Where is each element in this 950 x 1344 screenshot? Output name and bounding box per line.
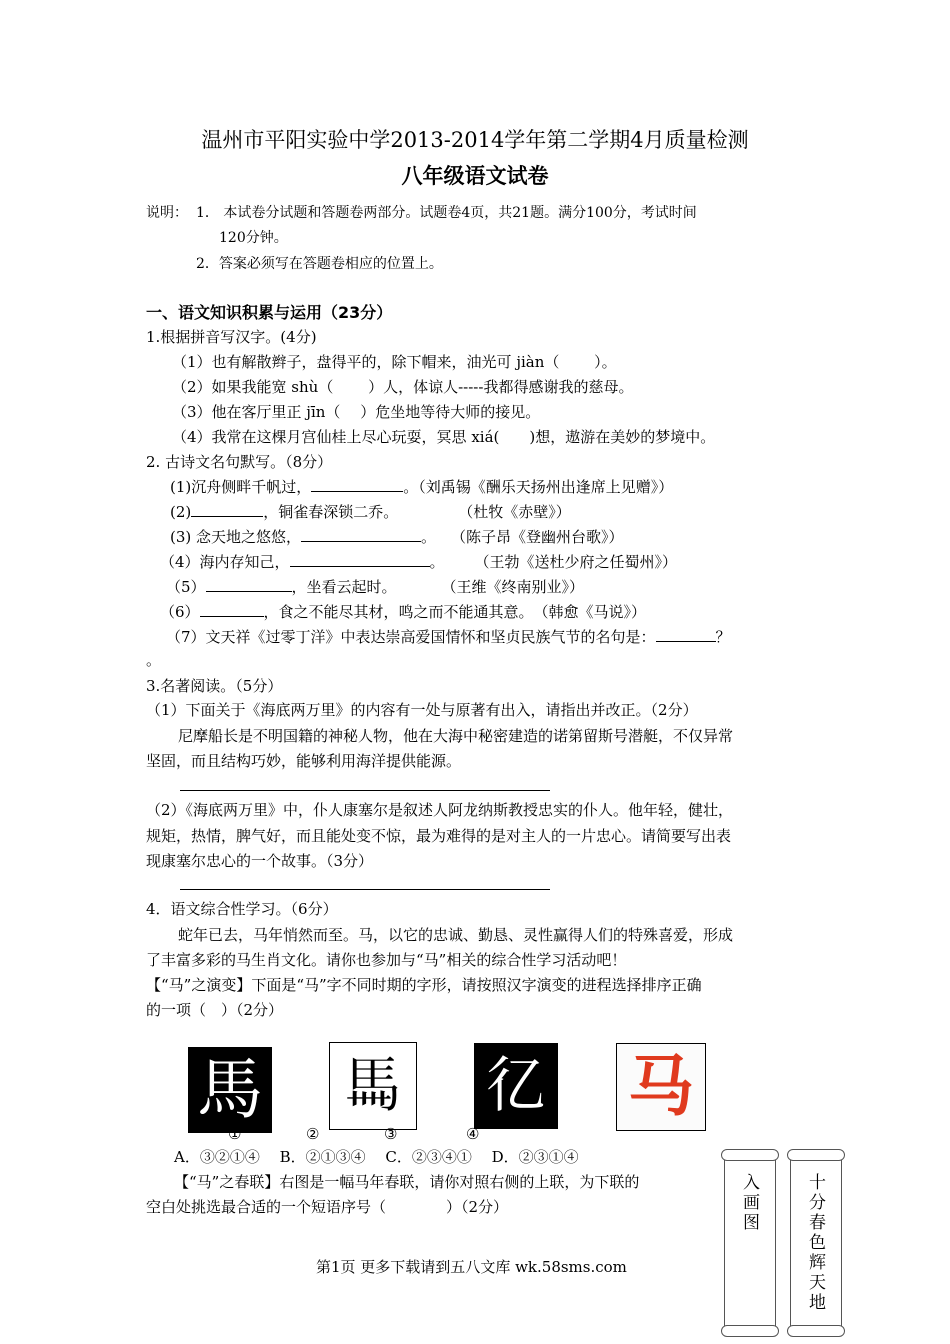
question-2-item-2: (2) ，铜雀春深锁二乔。 （杜牧《赤壁》） (170, 503, 571, 521)
question-2-item-6: （6） ，食之不能尽其材，鸣之而不能通其意。 （韩愈《马说》） (160, 603, 647, 621)
question-4-intro-line-2: 了丰富多彩的马生肖文化。请你也参加与“马”相关的综合性学习活动吧！ (146, 951, 627, 969)
question-4-stem: 4．语文综合性学习。（6分） (146, 900, 338, 918)
question-3-stem: 3.名著阅读。（5分） (146, 677, 283, 695)
question-1-stem: 1.根据拼音写汉字。(4分) (146, 328, 317, 346)
answer-blank[interactable] (311, 477, 403, 492)
instruction-item-1-cont: 120分钟。 (219, 230, 288, 246)
question-2-item-5: （5） ，坐看云起时。 （王维《终南别业》） (166, 578, 585, 596)
instruction-item-2: 2．答案必须写在答题卷相应的位置上。 (196, 256, 443, 272)
question-1-item-2: （2）如果我能宽 shù（ ）人，体谅人-----我都得感谢我的慈母。 (172, 378, 634, 396)
question-1-item-1: （1）也有解散辫子，盘得平的，除下帽来，油光可 jiàn（ ）。 (172, 353, 617, 371)
question-3-sub-2-line-3: 现康塞尔忠心的一个故事。（3分） (146, 852, 374, 870)
glyph-number-2: ② (306, 1125, 320, 1143)
question-4-couplet-line-2: 空白处挑选最合适的一个短语序号（ ）（2分） (146, 1198, 509, 1216)
scroll-roll-bottom (787, 1325, 845, 1337)
question-3-passage-line-2: 坚固，而且结构巧妙，能够利用海洋提供能源。 (146, 752, 462, 770)
glyph-char-4: 马 (628, 1048, 694, 1125)
question-4-couplet-line-1: 【“马”之春联】右图是一幅马年春联，请你对照右侧的上联，为下联的 (174, 1173, 640, 1191)
glyph-image-1 (188, 1047, 272, 1133)
question-2-item-7-tail: 。 (146, 651, 162, 669)
question-2-item-4: （4）海内存知己， 。 （王勃《送杜少府之任蜀州》） (160, 553, 678, 571)
answer-line[interactable] (180, 790, 550, 791)
question-1-item-4: （4）我常在这棵月宫仙桂上尽心玩耍，冥思 xiá( )想，遨游在美妙的梦境中。 (172, 428, 716, 446)
couplet-scroll-left (724, 1154, 776, 1332)
answer-blank[interactable] (301, 527, 421, 542)
glyph-char-3: 𢒼 (486, 1051, 546, 1121)
question-2-item-1: (1)沉舟侧畔千帆过， 。（刘禹锡《酬乐天扬州出逢席上见赠》） (170, 478, 674, 496)
page-title: 温州市平阳实验中学2013-2014学年第二学期4月质量检测 (201, 128, 749, 152)
page-subtitle: 八年级语文试卷 (401, 163, 549, 188)
question-3-sub-2-line-2: 规矩，热情，脾气好，而且能处变不惊，最为难得的是对主人的一片忠心。请简要写出表 (146, 827, 732, 845)
scroll-roll-top (721, 1149, 779, 1161)
answer-blank[interactable] (656, 627, 716, 642)
glyph-char-1: 馬 (197, 1051, 263, 1128)
question-4-options: A．③②①④ B．②①③④ C．②③④① D．②③①④ (174, 1148, 579, 1166)
glyph-image-3 (474, 1043, 558, 1129)
glyph-image-2 (329, 1042, 417, 1130)
glyph-image-4 (616, 1043, 706, 1131)
answer-blank[interactable] (200, 602, 264, 617)
question-2-item-3: (3) 念天地之悠悠， 。 （陈子昂《登幽州台歌》） (170, 528, 624, 546)
question-2-stem: 2. 古诗文名句默写。（8分） (146, 453, 333, 471)
couplet-scroll-right (790, 1154, 842, 1332)
question-3-passage-line-1: 尼摩船长是不明国籍的神秘人物，他在大海中秘密建造的诺第留斯号潜艇，不仅异常 (178, 727, 734, 745)
scroll-roll-bottom (721, 1325, 779, 1337)
question-2-item-7: （7）文天祥《过零丁洋》中表达崇高爱国情怀和坚贞民族气节的名句是： ？ (166, 628, 731, 646)
question-4-evolve-line-2: 的一项（ ）（2分） (146, 1001, 284, 1019)
instructions-label: 说明： (146, 205, 188, 221)
question-3-sub-1: （1）下面关于《海底两万里》的内容有一处与原著有出入，请指出并改正。（2分） (146, 701, 698, 719)
scroll-roll-top (787, 1149, 845, 1161)
question-4-evolve-line-1: 【“马”之演变】下面是“马”字不同时期的字形，请按照汉字演变的进程选择排序正确 (146, 976, 702, 994)
couplet-scroll-left-text: 入画图 (739, 1173, 759, 1233)
glyph-number-4: ④ (466, 1125, 480, 1143)
question-3-sub-2-line-1: （2）《海底两万里》中，仆人康塞尔是叙述人阿龙纳斯教授忠实的仆人。他年轻，健壮， (146, 801, 734, 819)
page-footer: 第1页 更多下载请到五八文库 wk.58sms.com (316, 1258, 627, 1276)
glyph-number-3: ③ (384, 1125, 398, 1143)
answer-line[interactable] (180, 889, 550, 890)
answer-blank[interactable] (191, 502, 263, 517)
couplet-scroll-right-text: 十分春色辉天地 (805, 1173, 825, 1313)
answer-blank[interactable] (206, 577, 292, 592)
question-1-item-3: （3）他在客厅里正 jīn（ ）危坐地等待大师的接见。 (172, 403, 541, 421)
glyph-char-2: 𩡧 (343, 1051, 403, 1121)
answer-blank[interactable] (290, 552, 430, 567)
glyph-number-1: ① (228, 1125, 242, 1143)
section-heading: 一、语文知识积累与运用（23分） (146, 303, 393, 322)
instruction-item-1: 1． 本试卷分试题和答题卷两部分。试题卷4页，共21题。满分100分，考试时间 (196, 205, 697, 221)
question-4-intro-line-1: 蛇年已去，马年悄然而至。马，以它的忠诚、勤恳、灵性赢得人们的特殊喜爱，形成 (178, 926, 734, 944)
